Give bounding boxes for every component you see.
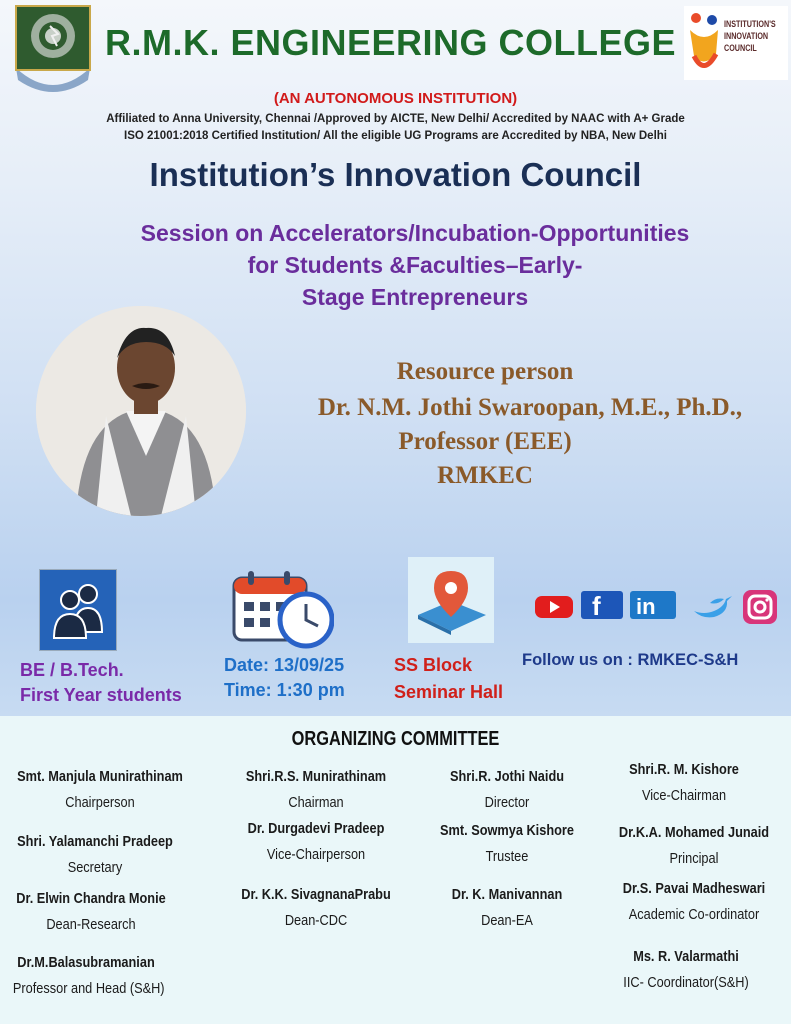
session-title-line-2: for Students &Faculties–Early- [247, 252, 583, 278]
twitter-icon[interactable] [690, 593, 734, 624]
event-date: Date: 13/09/25 [224, 655, 345, 675]
committee-member: Dr. K.K. SivagnanaPrabu Dean-CDC [241, 886, 391, 929]
committee-member: Shri.R.S. Munirathinam Chairman [245, 768, 387, 811]
resource-heading: Resource person [396, 358, 574, 385]
audience-line-1: BE / B.Tech. [20, 660, 124, 680]
speaker-photo [36, 306, 246, 516]
svg-text:in: in [636, 594, 656, 619]
autonomous-label: (AN AUTONOMOUS INSTITUTION) [273, 90, 518, 107]
facebook-icon[interactable] [581, 591, 623, 624]
venue-line-1: SS Block [394, 655, 473, 675]
committee-member: Shri.R. M. Kishore Vice-Chairman [629, 761, 739, 804]
affiliation-line-1: Affiliated to Anna University, Chennai /Approved by AICTE, New Delhi/ Accredited by NAAC with A+ Grade [106, 113, 685, 125]
audience-line-2: First Year students [20, 685, 182, 705]
committee-member: Dr. K. Manivannan Dean-EA [451, 886, 563, 929]
youtube-icon[interactable] [534, 592, 574, 625]
venue-line-2: Seminar Hall [394, 682, 504, 702]
council-title: Institution’s Innovation Council [149, 156, 642, 193]
calendar-clock-icon [230, 568, 334, 650]
session-title-line-3: Stage Entrepreneurs [301, 284, 529, 310]
affiliation-line-2: ISO 21001:2018 Certified Institution/ All the eligible UG Programs are Accredited by NBA, New Delhi [124, 130, 667, 142]
resource-name: Dr. N.M. Jothi Swaroopan, M.E., Ph.D., [317, 394, 743, 421]
committee-member: Shri.R. Jothi Naidu Director [449, 768, 565, 811]
committee-member: Ms. R. Valarmathi IIC- Coordinator(S&H) [623, 948, 749, 991]
linkedin-icon[interactable] [630, 591, 676, 624]
committee-member: Smt. Sowmya Kishore Trustee [440, 822, 574, 865]
svg-text:f: f [592, 591, 601, 619]
college-logo [10, 4, 96, 98]
committee-title: ORGANIZING COMMITTEE [291, 728, 500, 750]
location-pin-icon [408, 557, 494, 643]
committee-member: Smt. Manjula Munirathinam Chairperson [17, 768, 183, 811]
resource-institution: RMKEC [437, 462, 533, 489]
iic-logo-text-1: INSTITUTION'S [724, 19, 776, 29]
resource-designation: Professor (EEE) [398, 428, 572, 455]
committee-member: Dr.S. Pavai Madheswari Academic Co-ordinator [622, 880, 766, 923]
committee-member: Dr. Elwin Chandra Monie Dean-Research [16, 890, 166, 933]
college-name: R.M.K. ENGINEERING COLLEGE [104, 22, 677, 63]
committee-member: Dr.M.Balasubramanian Professor and Head (S&H) [12, 954, 165, 997]
iic-logo-text-2: INNOVATION [724, 31, 769, 41]
session-title-line-1: Session on Accelerators/Incubation-Opportunities [140, 220, 690, 246]
committee-member: Dr. Durgadevi Pradeep Vice-Chairperson [247, 820, 385, 863]
iic-logo [684, 6, 788, 80]
instagram-icon[interactable] [742, 589, 778, 630]
audience-icon [39, 569, 117, 651]
committee-member: Dr.K.A. Mohamed Junaid Principal [618, 824, 770, 867]
committee-member: Shri. Yalamanchi Pradeep Secretary [17, 833, 173, 876]
iic-logo-text-3: COUNCIL [724, 43, 757, 53]
follow-us: Follow us on : RMKEC-S&H [522, 651, 739, 669]
event-time: Time: 1:30 pm [224, 680, 345, 700]
iic-figure-icon [686, 10, 722, 76]
